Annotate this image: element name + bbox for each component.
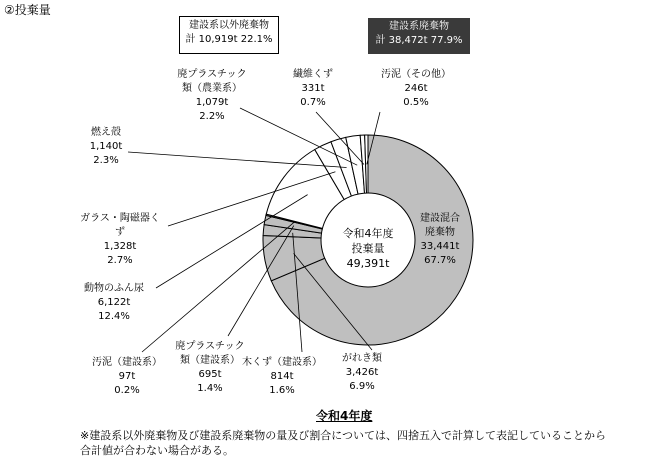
slice-percent: 0.7% (300, 97, 326, 108)
slice-value: 331t (301, 83, 325, 94)
slice-label-5 (92, 356, 162, 398)
slice-percent: 2.2% (199, 111, 225, 122)
slice-value: 33,441t (420, 241, 460, 252)
footnote (80, 428, 650, 458)
slice-name: 汚泥（その他） (381, 69, 451, 80)
slice-value: 695t (198, 369, 222, 380)
slice-percent: 1.6% (269, 385, 295, 396)
slice-percent: 1.4% (197, 383, 223, 394)
center-label-total: 49,391t (346, 257, 390, 270)
slice-value: 1,079t (195, 97, 229, 108)
slice-name: ガラス・陶磁器く (80, 213, 160, 224)
slice-value: 1,328t (103, 241, 137, 252)
slice-label-7 (80, 212, 160, 268)
slice-label-6 (84, 282, 144, 324)
center-label-title: 投棄量 (351, 242, 385, 255)
slice-percent: 12.4% (98, 311, 130, 322)
slice-name: 汚泥（建設系） (92, 357, 162, 368)
slice-name: 燃え殻 (91, 127, 121, 138)
slice-name: 廃プラスチック (177, 69, 247, 80)
non-construction-box-title: 建設系以外廃棄物 (189, 20, 269, 31)
slice-percent: 67.7% (424, 255, 456, 266)
slice-name: ず (114, 227, 125, 238)
center-label-year: 令和4年度 (342, 227, 394, 240)
slice-value: 814t (270, 371, 294, 382)
slice-label-1 (420, 212, 460, 268)
slice-label-10 (293, 68, 333, 110)
slice-percent: 0.2% (114, 385, 140, 396)
slice-label-2 (342, 352, 382, 394)
slice-percent: 2.3% (93, 155, 119, 166)
section-heading: ②投棄量 (4, 3, 51, 17)
year-caption: 令和4年度 (316, 409, 373, 423)
slice-name: 繊維くず (293, 69, 333, 80)
slice-value: 97t (118, 371, 136, 382)
leader-line-5 (142, 222, 295, 352)
slice-name: 廃プラスチック (175, 341, 245, 352)
slice-label-9 (177, 68, 246, 124)
slice-value: 246t (404, 83, 428, 94)
slice-percent: 2.7% (107, 255, 133, 266)
footnote-line-1: ※建設系以外廃棄物及び建設系廃棄物の量及び割合については、四捨五入で計算して表記していることから (80, 429, 606, 442)
slice-name: がれき類 (342, 353, 382, 364)
slice-value: 3,426t (345, 367, 379, 378)
slice-label-8 (90, 126, 123, 168)
slice-name: 類（建設系） (179, 355, 240, 366)
slice-percent: 0.5% (403, 97, 429, 108)
construction-box-title: 建設系廃棄物 (389, 21, 449, 32)
construction-box-total: 計 38,472t 77.9% (375, 35, 463, 46)
slice-name: 類（農業系） (181, 83, 242, 94)
pie-center-label (320, 226, 416, 271)
slice-percent: 6.9% (349, 381, 375, 392)
non-construction-box-total: 計 10,919t 22.1% (185, 34, 273, 45)
slice-value: 6,122t (97, 297, 131, 308)
slice-name: 廃棄物 (425, 227, 455, 238)
footnote-line-2: 合計値が合わない場合がある。 (80, 444, 234, 457)
slice-value: 1,140t (89, 141, 123, 152)
slice-label-4 (175, 340, 244, 396)
slice-name: 建設混合 (420, 213, 460, 224)
slice-name: 動物のふん尿 (84, 283, 144, 294)
slice-name: 木くず（建設系） (242, 357, 322, 368)
slice-label-3 (242, 356, 322, 398)
leader-line-9 (240, 108, 357, 165)
slice-label-11 (381, 68, 451, 110)
